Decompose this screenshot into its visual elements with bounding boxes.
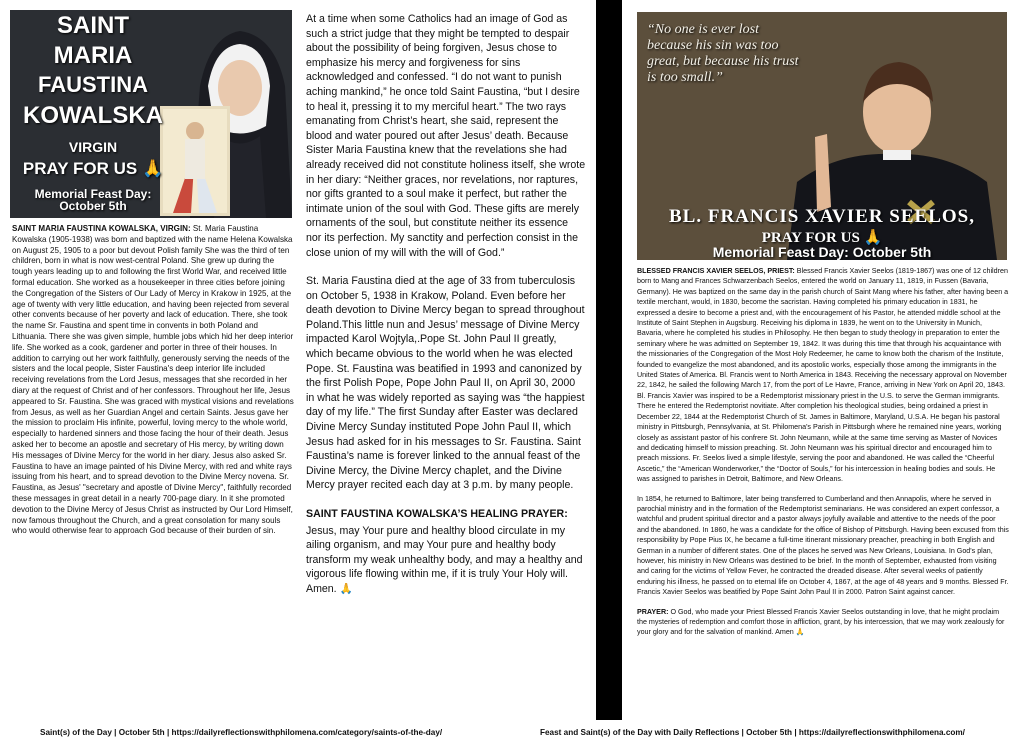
faustina-paragraph-2: St. Maria Faustina died at the age of 33 from tuberculosis on October 5, 1938 in Krakow, Poland. Even before her death devotion to Divine Mercy began to spread throughout Poland.This little nun and Jesus’ message of Divine Mercy impacted Karol Wojtyla,.Pope St. John Paul II greatly, which became obvious to the world when he was elected Pope. St. Faustina was beatified in 1993 and canonized by the first Polish Pope, Pope John Paul II, on April 30, 2000 in what he was widely reported as saying was “the happiest day of my life.” The first Sunday after Easter was declared Divine Mercy Sunday instituted Pope John Paul II, which Jesus had asked for in his messages to Sr. Faustina. Saint Faustina’s name is forever linked to the annual feast of the Divine Mercy, the Divine Mercy chaplet, and the Divine Mercy prayer recited each day at 3 p.m. by many people. (306, 275, 585, 492)
hero-title-maria: MARIA (53, 42, 133, 69)
hero-feast-day: Memorial Feast Day: October 5th (34, 187, 152, 213)
pray-emoji: 🙏 (141, 159, 164, 178)
hero-title-saint: SAINT (57, 12, 129, 39)
seelos-bio: BLESSED FRANCIS XAVIER SEELOS, PRIEST: Blessed Francis Xavier Seelos (1819-1867) was one of 12 children born to Mang and Frances Schwarzenbach Seelos, entered the world on January 11, 1819, in Fussen (Bavaria, Germany). He was baptized on the same day in the parish church of Saint Mang where his father, after having been a textile merchant, would, in 1830, become the sacristan. Having completed his primary education in 1831, he expressed a desire to become a priest and, with the encouragement of his Pastor, he attended middle school at the Institute of Saint Stephen in Augsburg. Receiving his diploma in 1839, he went on to the University in Munich, Bavaria, where he completed his studies in Philosophy. He then began to study theology in preparation to enter the seminary where he was admitted on September 19, 1842. It was during this time that through his acquaintance with the missionaries of the Congregation of the Most Holy Redeemer, he came to know both the charism of the Institute, founded to evangelize the most abandoned, and its apostolic works, especially those among the immigrants in the United States of America. Bl. Francis went to North America in 1843. Receiving the necessary approval on November 22, 1842, he sailed the following March 17, from the port of Le Havre, France, arriving in New York on April 20, 1843. Bl. Francis Xavier was inspired to be a Redemptorist missionary priest in the U.S. to serve the German immigrants. There he entered the Redemptorist novitiate. After completion his theological studies, being ordained a priest in December 22, 1844 at the Redemptorist Church of St. James in Baltimore, Maryland, U.S.A. He began his pastoral ministry in Pittsburgh, Pennsylvania, at St. Philomena's Parish in Pittsburgh where he remained nine years, working closely as assistant pastor of his confrere St. John Neumann, while at the same time serving as Master of Novices and dedicating himself to mission preaching. St. John Neumann was his spiritual director and encouraged him to preach missions. Fr. Seelos lived a simple lifestyle, serving the poor and abandoned. He was called the “Cheerful Ascetic,” the “American Wonderworker,” the “Doctor of Souls,” for his intercession in healing bodies and souls. He was assigned to parishes in Detroit, Baltimore, and New Orleans. (637, 267, 1009, 484)
seelos-article (637, 266, 1009, 647)
page-divider (596, 0, 622, 720)
seelos-banner-name: BL. FRANCIS XAVIER SEELOS, (669, 206, 975, 227)
hero-pray-for-us: PRAY FOR US 🙏 (22, 159, 164, 178)
seelos-quote: “No one is ever lost because his sin was too great, but because his trust is too small.” (647, 22, 799, 85)
hero-virgin: VIRGIN (68, 139, 118, 155)
seelos-banner-feast: Memorial Feast Day: October 5th (712, 244, 932, 260)
pray-emoji: 🙏 (863, 230, 883, 246)
seelos-bio-2: In 1854, he returned to Baltimore, later being transferred to Cumberland and then Annapolis, where he served in parochial ministry and in the formation of the Redemptorist seminarians. He was considered an expert confessor, a watchful and prudent spiritual director and a pastor always joyfully available and attentive to the needs of the poor and the abandoned. In 1860, he was a candidate for the office of Bishop of Pittsburgh. Having been excused from this responsibility by Pope Pius IX, he became a full-time itinerant missionary preacher, preaching in both English and German in a number of different states. One of the places he served was New Orleans, Louisiana. In God's plan, however, his ministry in New Orleans was destined to be brief. In the month of September, exhausted from visiting and caring for the victims of Yellow Fever, he contracted the dreaded disease. After several weeks of patiently enduring his illness, he passed on to eternal life on October 4, 1867, at the age of 48 years and 9 months. Blessed Fr. Francis Xavier Seelos was beatified by Pope Saint John Paul II in 2000. Patron Saint against cancer. (637, 494, 1009, 597)
hero-title-kowalska: KOWALSKA (23, 102, 163, 129)
faustina-bio-heading: SAINT MARIA FAUSTINA KOWALSKA, VIRGIN: (12, 224, 191, 233)
hero-title-faustina: FAUSTINA (38, 72, 148, 97)
healing-prayer-text: Jesus, may Your pure and healthy blood circulate in my ailing organism, and may Your pure and healthy body transform my weak unhealthy body, and may a healthy and vigorous life flowing within me, if it is truly Your Holy will. Amen. 🙏 (306, 524, 583, 595)
seelos-banner-pray: PRAY FOR US 🙏 (761, 230, 883, 246)
faustina-image (10, 10, 292, 218)
faustina-bio (12, 224, 294, 537)
seelos-bio-heading: BLESSED FRANCIS XAVIER SEELOS, PRIEST: (637, 267, 795, 275)
faustina-bio-body: St. Maria Faustina Kowalska (1905-1938) was born and baptized with the name Helena Kowalska on August 25, 1905 to a poor but devout Polish family She was the third of ten children, born in what is now west-central Poland. She grew up during the tough years leading up to and following the first World War, and received little formal education. She worked as a housekeeper in three cities before joining the Congregation of the Sisters of Our Lady of Mercy in Krakow in 1925, at the age of twenty with very little education, and having been rejected from several other convents because of her poverty and lack of education. There, she took the name Sr. Faustina and spent time in convents in both Poland and Lithuania. There she was given simple, humble jobs which hid her deep interior life. She worked as a cook, gardener and porter in three of their houses. In addition to carrying out her work faithfully, generously serving the needs of the sisters and the local people, Sister Faustina's deep interior life included receiving revelations from the Lord Jesus, messages that she recorded in her diary at the request of Christ and of her confessors. Throughout her life, Jesus appeared to Sr. Faustina. She was graced with mystical visions and revelations from Jesus, as well as her Guardian Angel and certain Saints. Jesus gave her the mission to proclaim His infinite, powerful, loving mercy to the whole world, especially to hardened sinners and those facing the hour of their death. Jesus asked her to become an apostle and secretary of His mercy, by writing down His messages of Divine Mercy for the world in her diary. Jesus also asked Sr. Faustina to have an image painted of his Divine Mercy, with red and white rays issuing from his heart, and to spread devotion to the Divine Mercy novena. Sr. Faustina, as Jesus' "secretary and apostle of Divine Mercy", faithfully recorded these messages in great detail in a nearly 700-page diary. In it she promoted devotion to the Divine Mercy of Jesus Christ as instructed by Our Lord Himself, now famous throughout the Church, and a great consolation for many souls who would otherwise fear to approach God because of their burden of sin. (12, 224, 294, 536)
healing-prayer-heading: SAINT FAUSTINA KOWALSKA’S HEALING PRAYER: (306, 508, 568, 520)
faustina-paragraph-1: At a time when some Catholics had an image of God as such a strict judge that they might be tempted to despair about the possibility of being forgiven, Jesus chose to emphasize his mercy and forgiveness for sins acknowledged and confessed. “I do not want to punish aching mankind,” he once told Saint Faustina, “but I desire to heal it, pressing it to my merciful heart.” The two rays emanating from Christ’s heart, she said, represent the blood and water poured out after Jesus’ death. Because Sister Maria Faustina knew that the revelations she had already received did not constitute holiness itself, she wrote in her diary: “Neither graces, nor revelations, nor raptures, nor gifts granted to a soul make it perfect, but rather the intimate union of the soul with God. These gifts are merely ornaments of the soul, but constitute neither its essence nor its perfection. My sanctity and perfection consist in the close union of my will with the will of God.” (306, 13, 586, 259)
seelos-image (637, 12, 1007, 260)
right-footer: Feast and Saint(s) of the Day with Daily Reflections | October 5th | https://dailyreflectionswithphilomena.com/ (540, 728, 965, 737)
left-footer: Saint(s) of the Day | October 5th | https://dailyreflectionswithphilomena.com/category/saints-of-the-day/ (40, 728, 443, 737)
seelos-prayer-heading: PRAYER: (637, 607, 669, 616)
seelos-prayer: PRAYER: O God, who made your Priest Blessed Francis Xavier Seelos outstanding in love, that he might proclaim the mysteries of redemption and comfort those in affliction, grant, by his intercession, that we may work zealously for your glory and for the salvation of mankind. Amen 🙏 (637, 607, 1005, 637)
faustina-article (306, 12, 586, 611)
